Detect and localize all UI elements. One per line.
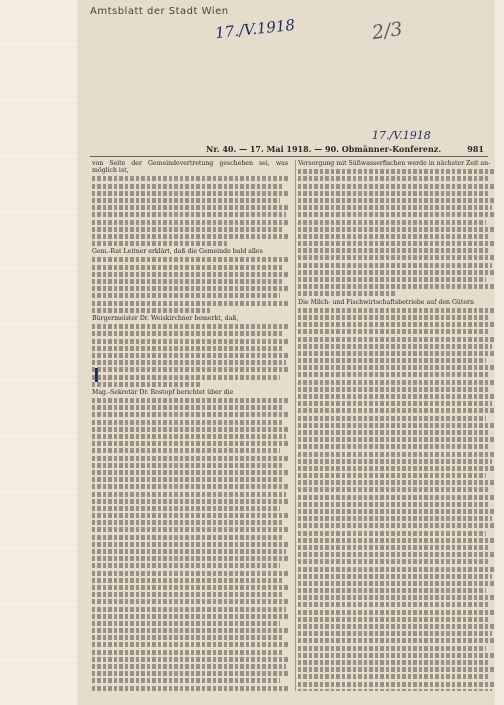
paragraph: Gem.-Rat Leitner erklärt, daß die Gemeinde bald alles	[92, 248, 263, 256]
illegible-text-block	[298, 169, 494, 296]
paragraph: Die Milch- und Fischwirtschaftsbetriebe auf den Gütern	[298, 298, 474, 306]
paragraph: von Seite der Gemeindevertretung geschehen sei, was möglich ist,	[92, 160, 288, 175]
page-number: 981	[467, 144, 484, 154]
handwritten-date: 17./V.1918	[214, 15, 296, 43]
running-head-title: Nr. 40. — 17. Mai 1918. — 90. Obmänner-Konferenz.	[206, 144, 442, 154]
illegible-text-block	[298, 308, 494, 691]
illegible-text-block	[92, 257, 288, 312]
paragraph: Bürgermeister Dr. Weiskirchner bemerkt, daß,	[92, 314, 239, 322]
paragraph: Mag.-Sekretär Dr. Rostopf berichtet über die	[92, 388, 234, 396]
paragraph: Versorgung mit Süßwasserfischen werde in nächster Zeit an-	[298, 160, 491, 167]
column-divider	[295, 160, 296, 691]
text-column-left	[92, 160, 288, 691]
illegible-text-block	[92, 398, 288, 691]
page-margin	[0, 0, 78, 705]
handwritten-margin-note: 17./V.1918	[372, 129, 431, 142]
text-column-right	[298, 160, 494, 691]
handwritten-number: 2/3	[370, 17, 404, 45]
running-head	[90, 142, 488, 157]
archive-stamp: Amtsblatt der Stadt Wien	[90, 6, 229, 17]
illegible-text-block	[92, 324, 288, 387]
illegible-text-block	[92, 176, 288, 246]
